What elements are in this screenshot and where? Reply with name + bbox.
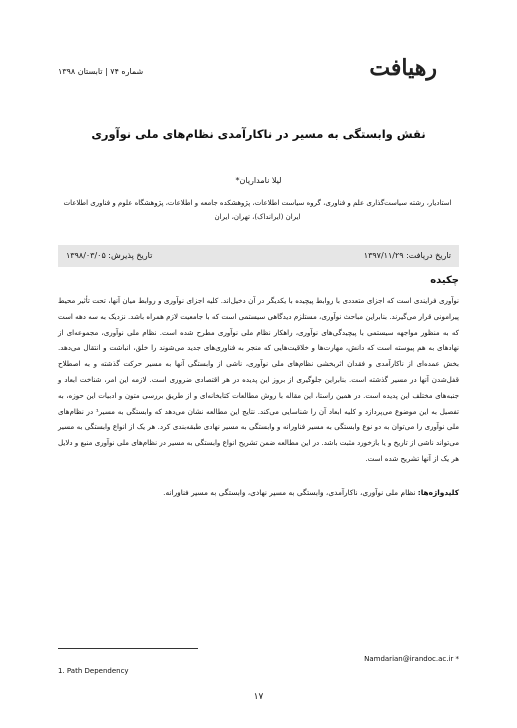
abstract-body: نوآوری فرایندی است که اجزای متعددی با روابط پیچیده با یکدیگر در آن دخیل‌اند. کلیه اجزای نوآوری و روابط میان آنها، تحت تأثیر محیط پیرامونی قرار می‌گیرند. بنابراین مباحث نوآوری، مستلزم دیدگاهی سیستمی است که با جامعیت لازم همراه باشد. نزدیک به سه دهه است که به منظور مواجهه سیستمی با پیچیدگی‌های نوآوری، راهکار نظام ملی نوآوری مطرح شده است. نظام ملی نوآوری، مجموعه‌ای از نهادهای به هم پیوسته است که دانش، مهارت‌ها و خلاقیت‌هایی که منجر به فناوری‌های جدید می‌شوند را خلق، انباشت و انتقال می‌دهد. بخش عمده‌ای از ناکارآمدی و فقدان اثربخشی نظام‌های ملی نوآوری، ناشی از وابستگی آنها به مسیر حرکت گذشته و به اصطلاح قفل‌شدن آنها در مسیر گذشته است. بنابراین جلوگیری از بروز این پدیده در هر اقتصادی ضروری است. لازمه این امر، شناخت ابعاد و جنبه‌های مختلف این پدیده است. در همین راستا، این مقاله با روش مطالعات کتابخانه‌ای و از طریق بررسی متون و ادبیات این حوزه، به تفصیل به این موضوع می‌پردازد و کلیه ابعاد آن را شناسایی می‌کند. نتایج این مطالعه نشان می‌دهد که وابستگی به مسیر¹ در نظام‌های ملی نوآوری را می‌توان به دو نوع وابستگی به مسیر فناورانه و وابستگی به مسیر نهادی طبقه‌بندی کرد. هر یک از انواع وابستگی به مسیر می‌تواند ناشی از تاریخ و یا بازخورد مثبت باشد. در این مطالعه ضمن تشریح انواع وابستگی به مسیر در نظام‌های ملی نوآوری منبع و دلایل هر یک از آنها تشریح شده است. (58, 296, 459, 463)
author-name: لیلا نامداریان* (235, 176, 282, 185)
abstract-heading: چکیده (430, 275, 459, 286)
journal-logo: رهیافت (369, 55, 437, 81)
author-email: Namdarian@irandoc.ac.ir * (364, 655, 459, 663)
footnote-1: 1. Path Dependency (58, 667, 129, 675)
keywords-label: کلیدواژه‌ها: (417, 488, 459, 497)
issue-info: شماره ۷۴ | تابستان ۱۳۹۸ (58, 67, 144, 76)
author-affiliation: استادیار، رشته سیاست‌گذاری علم و فناوری، گروه سیاست اطلاعات، پژوهشکده جامعه و اطلاعات، پژوهشگاه علوم و فناوری اطلاعات ایران (ایرانداک)، تهران، ایران (63, 199, 452, 221)
date-received: تاریخ دریافت: ۱۳۹۷/۱۱/۲۹ (363, 251, 451, 260)
page-number: ۱۷ (253, 692, 264, 702)
article-title: نقش وابستگی به مسیر در ناکارآمدی نظام‌های ملی نوآوری (91, 127, 426, 141)
date-accepted: تاریخ پذیرش: ۱۳۹۸/۰۳/۰۵ (66, 251, 153, 260)
dates-box (58, 245, 459, 267)
keywords (58, 486, 459, 499)
footnote-divider (58, 648, 198, 649)
keywords-text: نظام ملی نوآوری، ناکارآمدی، وابستگی به مسیر نهادی، وابستگی به مسیر فناورانه. (163, 488, 418, 497)
